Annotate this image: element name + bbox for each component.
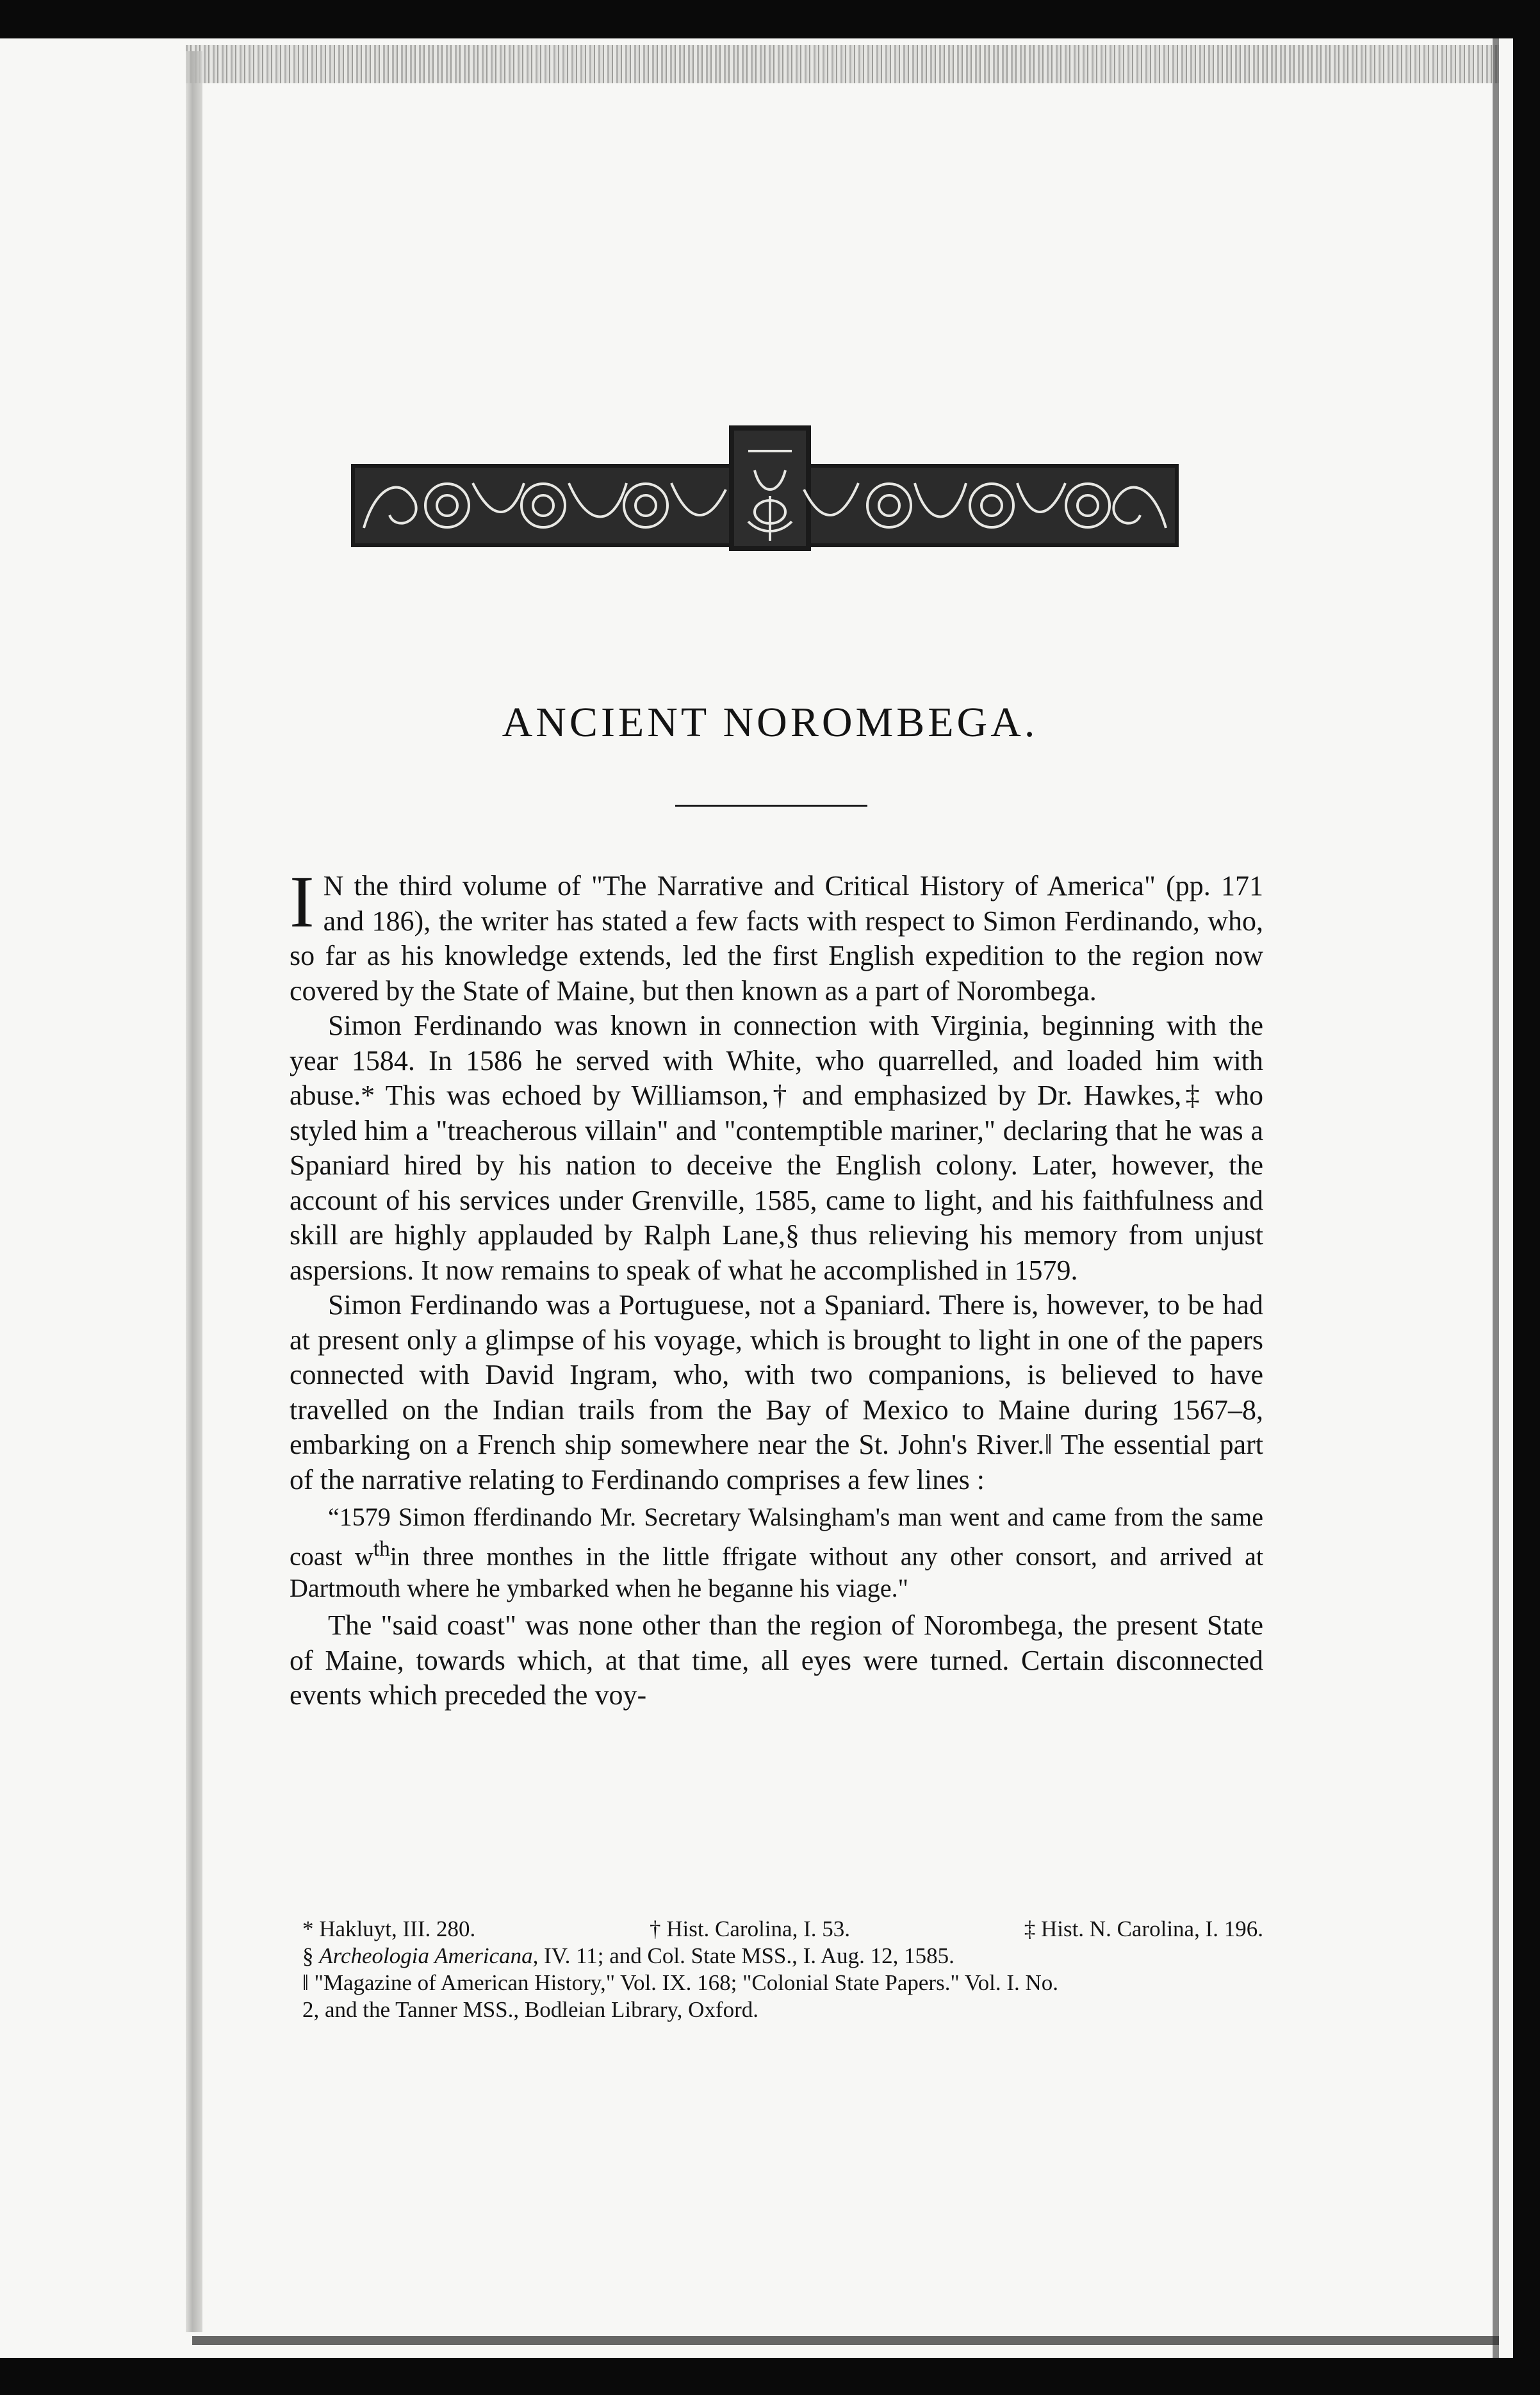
quote-text-1: “1579 Simon fferdinando Mr. Secretary Walsingham's man went and came from the same coast w <box>290 1502 1263 1571</box>
scan-top-edge <box>186 45 1499 83</box>
footnote-mark: § <box>302 1943 314 1968</box>
footnote-italic-title: Archeologia Americana, <box>319 1943 539 1968</box>
footnote-hist-n-carolina: ‡ Hist. N. Carolina, I. 196. <box>1024 1916 1263 1941</box>
paragraph-1 <box>290 861 1263 1008</box>
footnote-row <box>302 1916 1263 1943</box>
scan-bottom-edge <box>192 2336 1499 2345</box>
ornamental-headpiece <box>351 425 1179 551</box>
footnote-hist-carolina: † Hist. Carolina, I. 53. <box>649 1916 850 1941</box>
drop-cap: I <box>290 861 315 943</box>
paragraph-text: N the third volume of "The Narrative and Critical History of America" (pp. 171 and 186), the writer has stated a few facts with respect to Simon Ferdinando, who, so far as his knowledge extends, led the first English expedition to the region now covered by the State of Maine, but then known as a part of Norombega. <box>290 870 1263 1007</box>
title-rule <box>675 805 867 807</box>
footnote-text: IV. 11; and Col. State MSS., I. Aug. 12, 1585. <box>538 1943 954 1968</box>
body-text <box>290 861 1263 1713</box>
scan-gutter-shadow <box>186 51 202 2332</box>
paragraph-4: The "said coast" was none other than the region of Norombega, the present State of Maine, towards which, at that time, all eyes were turned. Certain disconnected events which preceded the voy- <box>290 1609 1263 1711</box>
footnote-magazine: ‖ "Magazine of American History," Vol. IX. 168; "Colonial State Papers." Vol. I. No. <box>302 1970 1059 1995</box>
footnote-hakluyt: * Hakluyt, III. 280. <box>302 1916 476 1941</box>
footnote-archeologia <box>302 1943 1263 1970</box>
paragraph-3: Simon Ferdinando was a Portuguese, not a Spaniard. There is, however, to be had at present only a glimpse of his voyage, which is brought to light in one of the papers connected with David Ingram, who, with two companions, is believed to have travelled on the Indian trails from the Bay of Mexico to Maine during 1567–8, embarking on a French ship somewhere near the St. John's River.‖ The essential part of the narrative relating to Ferdinando comprises a few lines : <box>290 1289 1263 1495</box>
quote-text-2: in three monthes in the little ffrigate without any other consort, and arrived at Dartmouth where he ymbarked when he beganne his viage." <box>290 1542 1263 1603</box>
scan-right-edge <box>1493 38 1499 2358</box>
footnotes <box>302 1916 1263 2023</box>
quotation <box>290 1501 1263 1604</box>
quote-superscript: th <box>373 1537 390 1561</box>
paragraph-2: Simon Ferdinando was known in connection with Virginia, beginning with the year 1584. In 1586 he served with White, who quarrelled, and loaded him with abuse.* This was echoed by Williamson,† and emphasized by Dr. Hawkes,‡ who styled him a "treacherous villain" and "contemptible mariner," declaring that he was a Spaniard hired by his nation to deceive the English colony. Later, however, the account of his services under Grenville, 1585, came to light, and his faithfulness and skill are highly applauded by Ralph Lane,§ thus relieving his memory from unjust aspersions. It now remains to speak of what he accomplished in 1579. <box>290 1010 1263 1286</box>
page-title: ANCIENT NOROMBEGA. <box>502 699 1038 746</box>
footnote-magazine-cont: 2, and the Tanner MSS., Bodleian Library, Oxford. <box>302 1997 758 2022</box>
